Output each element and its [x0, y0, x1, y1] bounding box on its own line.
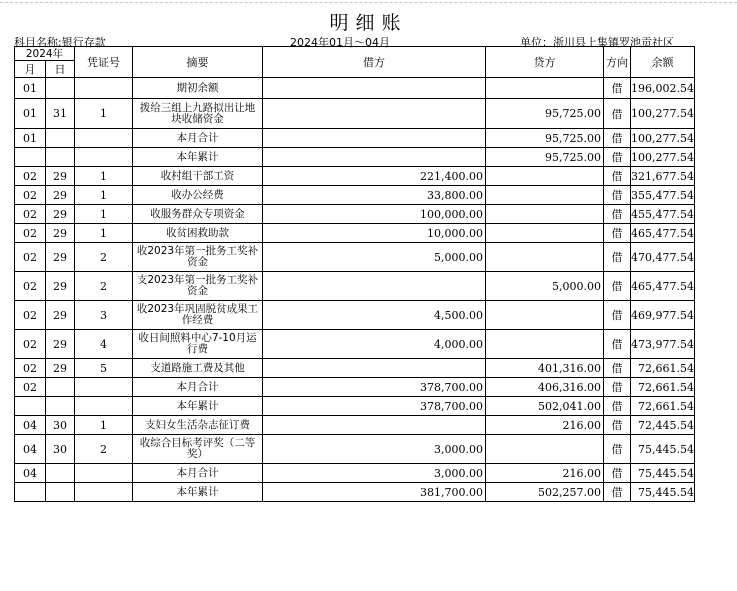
credit-cell: 5,000.00: [486, 272, 604, 301]
voucher-cell: [75, 464, 133, 483]
day-cell: [46, 464, 75, 483]
direction-cell: 借: [604, 464, 631, 483]
table-row: [15, 397, 695, 416]
credit-cell: [486, 330, 604, 359]
voucher-cell: 1: [75, 167, 133, 186]
direction-cell: 借: [604, 167, 631, 186]
direction-cell: 借: [604, 272, 631, 301]
year-header: 2024年: [15, 47, 75, 61]
debit-cell: [263, 359, 486, 378]
balance-header: 余额: [631, 47, 695, 78]
credit-cell: 95,725.00: [486, 148, 604, 167]
table-row: [15, 301, 695, 330]
table-row: [15, 359, 695, 378]
balance-cell: 470,477.54: [631, 243, 695, 272]
table-row: [15, 435, 695, 464]
balance-cell: 196,002.54: [631, 78, 695, 99]
summary-cell: 本月合计: [133, 129, 263, 148]
credit-cell: [486, 224, 604, 243]
direction-cell: 借: [604, 148, 631, 167]
month-cell: 02: [15, 378, 46, 397]
balance-cell: 100,277.54: [631, 129, 695, 148]
direction-cell: 借: [604, 78, 631, 99]
credit-cell: 216.00: [486, 464, 604, 483]
voucher-cell: [75, 78, 133, 99]
month-cell: 04: [15, 435, 46, 464]
month-cell: 02: [15, 167, 46, 186]
day-cell: 30: [46, 416, 75, 435]
debit-header: 借方: [263, 47, 486, 78]
credit-cell: 216.00: [486, 416, 604, 435]
summary-cell: 支妇女生活杂志征订费: [133, 416, 263, 435]
month-cell: 01: [15, 129, 46, 148]
table-row: [15, 378, 695, 397]
credit-cell: [486, 243, 604, 272]
day-cell: [46, 148, 75, 167]
table-row: [15, 416, 695, 435]
month-cell: [15, 397, 46, 416]
summary-header: 摘要: [133, 47, 263, 78]
page-title: 明细账: [329, 12, 408, 34]
day-cell: [46, 78, 75, 99]
top-dashed-rule: [0, 2, 737, 3]
table-row: [15, 78, 695, 99]
debit-cell: 378,700.00: [263, 378, 486, 397]
day-cell: [46, 397, 75, 416]
credit-cell: [486, 435, 604, 464]
credit-cell: 95,725.00: [486, 99, 604, 129]
summary-cell: 支道路施工费及其他: [133, 359, 263, 378]
summary-cell: 收办公经费: [133, 186, 263, 205]
day-cell: 29: [46, 243, 75, 272]
day-cell: [46, 378, 75, 397]
voucher-cell: 1: [75, 224, 133, 243]
summary-cell: 本月合计: [133, 378, 263, 397]
credit-cell: [486, 167, 604, 186]
direction-cell: 借: [604, 378, 631, 397]
credit-cell: 502,041.00: [486, 397, 604, 416]
debit-cell: 378,700.00: [263, 397, 486, 416]
table-row: [15, 272, 695, 301]
credit-cell: 406,316.00: [486, 378, 604, 397]
balance-cell: 100,277.54: [631, 148, 695, 167]
credit-cell: 95,725.00: [486, 129, 604, 148]
debit-cell: 5,000.00: [263, 243, 486, 272]
direction-cell: 借: [604, 397, 631, 416]
voucher-cell: [75, 378, 133, 397]
direction-cell: 借: [604, 129, 631, 148]
summary-cell: 收贫困救助款: [133, 224, 263, 243]
balance-cell: 473,977.54: [631, 330, 695, 359]
day-cell: 29: [46, 359, 75, 378]
debit-cell: [263, 129, 486, 148]
day-cell: [46, 129, 75, 148]
table-row: [15, 483, 695, 502]
table-row: [15, 464, 695, 483]
summary-cell: 收服务群众专项资金: [133, 205, 263, 224]
voucher-cell: 4: [75, 330, 133, 359]
direction-cell: 借: [604, 416, 631, 435]
direction-cell: 借: [604, 205, 631, 224]
month-cell: 02: [15, 272, 46, 301]
direction-cell: 借: [604, 330, 631, 359]
summary-cell: 支2023年第一批务工奖补资金: [133, 272, 263, 301]
table-row: [15, 224, 695, 243]
debit-cell: 3,000.00: [263, 464, 486, 483]
direction-cell: 借: [604, 99, 631, 129]
summary-cell: 本年累计: [133, 397, 263, 416]
day-cell: 29: [46, 272, 75, 301]
table-row: [15, 99, 695, 129]
month-cell: 02: [15, 243, 46, 272]
day-cell: 30: [46, 435, 75, 464]
day-cell: 31: [46, 99, 75, 129]
balance-cell: 72,661.54: [631, 359, 695, 378]
table-row: [15, 148, 695, 167]
debit-cell: 10,000.00: [263, 224, 486, 243]
table-row: [15, 243, 695, 272]
direction-cell: 借: [604, 243, 631, 272]
voucher-cell: 5: [75, 359, 133, 378]
credit-cell: [486, 205, 604, 224]
summary-cell: 本年累计: [133, 148, 263, 167]
day-cell: 29: [46, 186, 75, 205]
credit-cell: [486, 186, 604, 205]
direction-cell: 借: [604, 435, 631, 464]
voucher-cell: 1: [75, 186, 133, 205]
voucher-cell: 2: [75, 272, 133, 301]
balance-cell: 465,477.54: [631, 272, 695, 301]
debit-cell: [263, 416, 486, 435]
debit-cell: 381,700.00: [263, 483, 486, 502]
balance-cell: 355,477.54: [631, 186, 695, 205]
debit-cell: 4,500.00: [263, 301, 486, 330]
period-range: 2024年01月～04月: [290, 36, 390, 49]
summary-cell: 期初余额: [133, 78, 263, 99]
debit-cell: 33,800.00: [263, 186, 486, 205]
voucher-cell: [75, 397, 133, 416]
balance-cell: 75,445.54: [631, 435, 695, 464]
voucher-header: 凭证号: [75, 47, 133, 78]
debit-cell: 221,400.00: [263, 167, 486, 186]
balance-cell: 455,477.54: [631, 205, 695, 224]
month-cell: 02: [15, 224, 46, 243]
summary-cell: 收综合目标考评奖（二等奖）: [133, 435, 263, 464]
summary-cell: 本月合计: [133, 464, 263, 483]
credit-header: 贷方: [486, 47, 604, 78]
month-cell: [15, 483, 46, 502]
debit-cell: 4,000.00: [263, 330, 486, 359]
credit-cell: [486, 78, 604, 99]
voucher-cell: [75, 148, 133, 167]
balance-cell: 469,977.54: [631, 301, 695, 330]
summary-cell: 收村组干部工资: [133, 167, 263, 186]
day-header: 日: [46, 61, 75, 78]
day-cell: 29: [46, 205, 75, 224]
ledger-table: [14, 46, 695, 502]
debit-cell: 100,000.00: [263, 205, 486, 224]
day-cell: 29: [46, 301, 75, 330]
direction-cell: 借: [604, 483, 631, 502]
table-row: [15, 167, 695, 186]
month-cell: 02: [15, 186, 46, 205]
month-cell: [15, 148, 46, 167]
voucher-cell: 3: [75, 301, 133, 330]
month-cell: 01: [15, 78, 46, 99]
unit-name: 单位：浙川县上集镇罗池贡社区: [520, 36, 674, 49]
debit-cell: [263, 99, 486, 129]
credit-cell: 502,257.00: [486, 483, 604, 502]
month-cell: 02: [15, 301, 46, 330]
debit-cell: 3,000.00: [263, 435, 486, 464]
table-row: [15, 186, 695, 205]
month-cell: 02: [15, 330, 46, 359]
summary-cell: 收2023年第一批务工奖补资金: [133, 243, 263, 272]
table-row: [15, 129, 695, 148]
month-cell: 02: [15, 359, 46, 378]
credit-cell: 401,316.00: [486, 359, 604, 378]
table-row: [15, 330, 695, 359]
summary-cell: 收2023年巩固脱贫成果工作经费: [133, 301, 263, 330]
month-header: 月: [15, 61, 46, 78]
voucher-cell: 2: [75, 435, 133, 464]
summary-cell: 拨给三组上九路拟出让地块收储资金: [133, 99, 263, 129]
subject-name: 科目名称:银行存款: [14, 36, 106, 49]
month-cell: 02: [15, 205, 46, 224]
table-row: [15, 205, 695, 224]
balance-cell: 72,661.54: [631, 378, 695, 397]
summary-cell: 本年累计: [133, 483, 263, 502]
direction-header: 方向: [604, 47, 631, 78]
balance-cell: 75,445.54: [631, 464, 695, 483]
balance-cell: 72,445.54: [631, 416, 695, 435]
month-cell: 01: [15, 99, 46, 129]
voucher-cell: 1: [75, 416, 133, 435]
voucher-cell: [75, 129, 133, 148]
month-cell: 04: [15, 464, 46, 483]
day-cell: 29: [46, 330, 75, 359]
direction-cell: 借: [604, 301, 631, 330]
balance-cell: 321,677.54: [631, 167, 695, 186]
balance-cell: 75,445.54: [631, 483, 695, 502]
summary-cell: 收日间照料中心7-10月运行费: [133, 330, 263, 359]
voucher-cell: 2: [75, 243, 133, 272]
day-cell: 29: [46, 224, 75, 243]
voucher-cell: 1: [75, 99, 133, 129]
voucher-cell: 1: [75, 205, 133, 224]
balance-cell: 100,277.54: [631, 99, 695, 129]
debit-cell: [263, 78, 486, 99]
day-cell: [46, 483, 75, 502]
day-cell: 29: [46, 167, 75, 186]
direction-cell: 借: [604, 224, 631, 243]
direction-cell: 借: [604, 186, 631, 205]
debit-cell: [263, 148, 486, 167]
balance-cell: 72,661.54: [631, 397, 695, 416]
voucher-cell: [75, 483, 133, 502]
balance-cell: 465,477.54: [631, 224, 695, 243]
credit-cell: [486, 301, 604, 330]
direction-cell: 借: [604, 359, 631, 378]
month-cell: 04: [15, 416, 46, 435]
debit-cell: [263, 272, 486, 301]
